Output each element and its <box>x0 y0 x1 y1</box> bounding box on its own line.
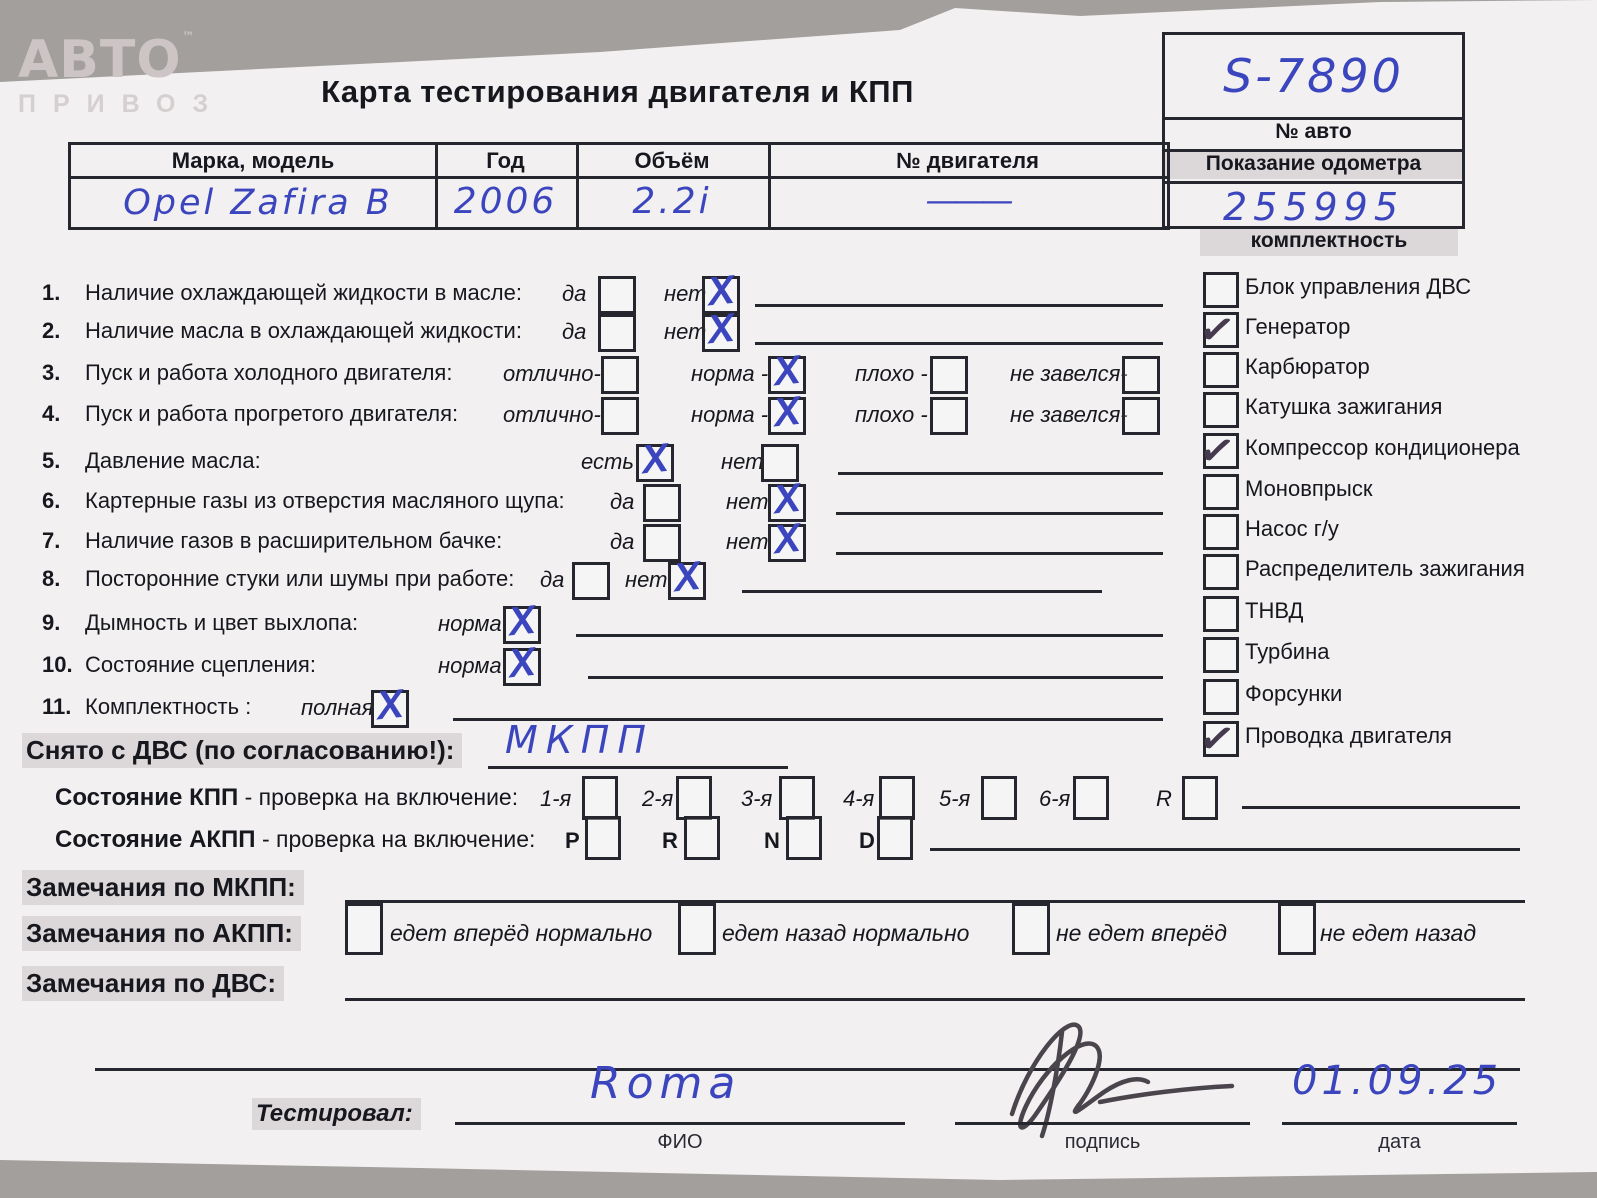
volume-handwritten: 2.2i <box>632 181 712 222</box>
checkbox-bad <box>930 356 968 394</box>
car-code-handwritten: S-7890 <box>1223 49 1404 103</box>
item-label: Наличие охлаждающей жидкости в масле: <box>85 280 522 305</box>
checkbox-carburetor <box>1203 352 1239 388</box>
checkbox-yes <box>643 524 681 562</box>
vehicle-table <box>68 142 1170 230</box>
x-mark: X <box>771 515 803 563</box>
checkbox-engine-wiring <box>1195 712 1239 765</box>
checkbox-absent <box>761 444 799 482</box>
option-label: норма <box>438 653 502 678</box>
option-label: не завелся- <box>1010 402 1128 427</box>
checkbox-drives-backward <box>678 903 716 955</box>
checkbox-no <box>702 267 740 315</box>
trademark-icon: ™ <box>181 30 196 45</box>
option-label: нет <box>726 529 769 554</box>
logo-word-avto: АВТО™ <box>18 30 196 90</box>
option-label: да <box>540 567 565 592</box>
odometer-label: Показание одометра <box>1165 152 1462 179</box>
checkbox-gear-d <box>877 816 913 860</box>
blank-line <box>836 552 1163 555</box>
completeness-header: комплектность <box>1200 229 1458 256</box>
checkbox-bad <box>930 397 968 435</box>
car-no-label: № авто <box>1275 120 1352 143</box>
item-label: Наличие газов в расширительном бачке: <box>85 528 503 553</box>
divider <box>1165 181 1462 184</box>
item-number: 1. <box>42 280 61 305</box>
blank-line <box>588 676 1163 679</box>
checkbox-ecu <box>1203 272 1239 308</box>
blank-line <box>488 766 788 769</box>
year-handwritten: 2006 <box>453 181 558 222</box>
checkbox-excellent <box>601 397 639 435</box>
engine-no-dash-handwritten: ——— <box>925 181 1010 219</box>
tested-by-label: Тестировал: <box>252 1098 421 1130</box>
removed-value-handwritten: МКПП <box>505 718 654 762</box>
checkbox-generator <box>1195 303 1239 356</box>
checkbox-no-forward <box>1012 903 1050 955</box>
item-number: 8. <box>42 566 61 591</box>
x-mark <box>879 769 917 773</box>
checkbox-gear-5 <box>981 776 1017 820</box>
option-label: нет <box>726 489 769 514</box>
date-line <box>1282 1122 1517 1125</box>
x-mark <box>779 769 817 773</box>
item-number: 2. <box>42 318 61 343</box>
akpp-option-label: не едет назад <box>1320 920 1477 946</box>
option-label: плохо - <box>855 361 928 386</box>
completeness-item-label: Турбина <box>1245 639 1330 664</box>
completeness-item-label: Моновпрыск <box>1245 476 1373 501</box>
gear-label: D <box>859 828 875 853</box>
gear-label: R <box>662 828 678 853</box>
option-label: норма - <box>691 402 769 427</box>
checkbox-yes <box>598 276 636 314</box>
item-label: Посторонние стуки или шумы при работе: <box>85 566 515 591</box>
remarks-akpp-label: Замечания по АКПП: <box>22 916 301 951</box>
item-number: 3. <box>42 360 61 385</box>
x-mark <box>582 769 620 773</box>
check-mark: ✓ <box>1195 712 1239 765</box>
col-header-year: Год <box>486 148 525 173</box>
checkbox-tnvd <box>1203 596 1239 632</box>
check-mark: ✓ <box>1195 303 1239 356</box>
blank-line <box>1242 806 1520 809</box>
x-mark <box>1073 769 1111 773</box>
gear-label: 1-я <box>540 786 572 811</box>
checkbox-excellent <box>601 356 639 394</box>
item-label: Наличие масла в охлаждающей жидкости: <box>85 318 522 343</box>
akpp-state-label: Состояние АКПП - проверка на включение: <box>55 826 536 853</box>
gear-label: R <box>1156 786 1172 811</box>
signature-caption: подпись <box>1064 1131 1141 1153</box>
blank-line <box>345 998 1525 1001</box>
gear-label: N <box>764 828 780 853</box>
check-mark <box>1198 266 1235 273</box>
tester-name-handwritten: Roma <box>590 1058 742 1109</box>
item-label: Комплектность : <box>85 694 252 719</box>
item-label: Давление масла: <box>85 448 261 473</box>
gear-label: 4-я <box>843 786 875 811</box>
completeness-item-label: Компрессор кондиционера <box>1245 435 1520 460</box>
name-line <box>455 1122 905 1125</box>
option-label: не завелся- <box>1010 361 1128 386</box>
gear-label: 5-я <box>939 786 971 811</box>
removed-from-engine-label: Снято с ДВС (по согласованию!): <box>22 733 462 768</box>
checkbox-no-start <box>1122 356 1160 394</box>
x-mark: X <box>506 639 538 687</box>
option-label: да <box>610 489 635 514</box>
checkbox-no <box>668 553 706 601</box>
checkbox-yes <box>643 484 681 522</box>
option-label: да <box>562 281 587 306</box>
col-header-engine-no: № двигателя <box>896 148 1039 173</box>
date-caption: дата <box>1378 1131 1421 1153</box>
akpp-option-label: не едет вперёд <box>1056 920 1227 946</box>
checkbox-no-backward <box>1278 903 1316 955</box>
completeness-item-label: Генератор <box>1245 314 1351 339</box>
check-mark: ✓ <box>1195 424 1239 477</box>
option-label: да <box>562 319 587 344</box>
checkbox-ac-compressor <box>1195 424 1239 477</box>
option-label: нет <box>721 449 764 474</box>
checkbox-distributor <box>1203 554 1239 590</box>
item-number: 6. <box>42 488 61 513</box>
page-title: Карта тестирования двигателя и КПП <box>321 74 914 109</box>
x-mark: X <box>374 681 406 729</box>
item-number: 5. <box>42 448 61 473</box>
logo-word-privoz: ПРИВОЗ <box>18 90 226 118</box>
x-mark <box>981 769 1019 773</box>
item-label: Состояние сцепления: <box>85 652 316 677</box>
x-mark: X <box>671 553 703 601</box>
gear-label: 2-я <box>642 786 674 811</box>
item-label: Картерные газы из отверстия масляного щупа: <box>85 488 565 513</box>
checkbox-gear-r <box>1182 776 1218 820</box>
completeness-item-label: Карбюратор <box>1245 354 1370 379</box>
option-label: нет <box>625 567 668 592</box>
x-mark: X <box>771 347 803 395</box>
blank-line <box>930 848 1520 851</box>
gear-label: 3-я <box>741 786 773 811</box>
checkbox-normal <box>768 388 806 436</box>
item-number: 11. <box>42 694 72 719</box>
x-mark <box>1122 349 1160 353</box>
checkbox-yes <box>598 314 636 352</box>
checkbox-present <box>636 435 674 483</box>
akpp-option-label: едет вперёд нормально <box>390 920 653 946</box>
item-label: Дымность и цвет выхлопа: <box>85 610 359 635</box>
checkbox-no <box>768 475 806 523</box>
completeness-item-label: ТНВД <box>1245 598 1304 623</box>
checkbox-gear-4 <box>879 776 915 820</box>
checkbox-normal <box>503 639 541 687</box>
completeness-item-label: Распределитель зажигания <box>1245 556 1525 581</box>
checkbox-full <box>371 681 409 729</box>
item-label: Пуск и работа прогретого двигателя: <box>85 401 459 426</box>
x-mark: X <box>639 435 671 483</box>
name-caption: ФИО <box>657 1131 703 1153</box>
date-handwritten: 01.09.25 <box>1292 1058 1503 1104</box>
item-label: Пуск и работа холодного двигателя: <box>85 360 453 385</box>
option-label: полная <box>301 695 374 720</box>
option-label: есть <box>581 449 634 474</box>
x-mark <box>930 349 968 353</box>
x-mark <box>572 555 610 559</box>
checkbox-no <box>768 515 806 563</box>
checkbox-gear-r2 <box>684 816 720 860</box>
signature-scribble <box>970 1010 1260 1140</box>
checkbox-ps-pump <box>1203 514 1239 550</box>
checkbox-gear-1 <box>582 776 618 820</box>
col-header-volume: Объём <box>634 148 710 173</box>
x-mark <box>598 269 636 273</box>
option-label: отлично- <box>503 361 601 386</box>
blank-line <box>576 634 1163 637</box>
gear-label: P <box>565 828 580 853</box>
check-mark <box>1198 673 1235 680</box>
blank-line <box>838 472 1163 475</box>
checkbox-gear-n <box>786 816 822 860</box>
item-number: 7. <box>42 528 61 553</box>
option-label: отлично- <box>503 402 601 427</box>
blank-line <box>836 512 1163 515</box>
option-label: норма - <box>691 361 769 386</box>
checkbox-gear-p <box>585 816 621 860</box>
checkbox-injectors <box>1203 679 1239 715</box>
gear-label: 6-я <box>1039 786 1071 811</box>
kpp-state-label: Состояние КПП - проверка на включение: <box>55 784 519 811</box>
checkbox-no-start <box>1122 397 1160 435</box>
blank-line <box>755 304 1163 307</box>
checkbox-yes <box>572 562 610 600</box>
x-mark: X <box>771 388 803 436</box>
checkbox-normal <box>768 347 806 395</box>
checkbox-ignition-coil <box>1203 392 1239 428</box>
completeness-item-label: Катушка зажигания <box>1245 394 1443 419</box>
make-model-handwritten: Opel Zafira B <box>123 183 393 223</box>
remarks-mkpp-label: Замечания по МКПП: <box>22 870 304 905</box>
option-label: да <box>610 529 635 554</box>
completeness-item-label: Проводка двигателя <box>1245 723 1452 748</box>
blank-line <box>755 342 1163 345</box>
option-label: норма <box>438 611 502 636</box>
remarks-dvs-label: Замечания по ДВС: <box>22 966 284 1001</box>
akpp-option-label: едет назад нормально <box>722 920 970 946</box>
x-mark: X <box>705 305 737 353</box>
option-label: нет <box>664 281 707 306</box>
col-header-make-model: Марка, модель <box>171 148 335 173</box>
x-mark <box>761 437 799 441</box>
odometer-value-handwritten: 255995 <box>1222 185 1405 229</box>
completeness-item-label: Насос г/у <box>1245 516 1339 541</box>
checkbox-mono-injection <box>1203 474 1239 510</box>
checkbox-no <box>702 305 740 353</box>
x-mark <box>676 769 714 773</box>
option-label: плохо - <box>855 402 928 427</box>
checkbox-gear-3 <box>779 776 815 820</box>
completeness-item-label: Форсунки <box>1245 681 1343 706</box>
item-number: 10. <box>42 652 73 677</box>
x-mark: X <box>705 267 737 315</box>
blank-line <box>742 590 1102 593</box>
x-mark <box>1182 769 1220 773</box>
x-mark: X <box>506 597 538 645</box>
checkbox-gear-2 <box>676 776 712 820</box>
x-mark: X <box>771 475 803 523</box>
checkbox-turbine <box>1203 637 1239 673</box>
divider <box>71 176 1167 179</box>
completeness-item-label: Блок управления ДВС <box>1245 274 1472 299</box>
checkbox-normal <box>503 597 541 645</box>
item-number: 9. <box>42 610 61 635</box>
signature-line <box>955 1122 1250 1125</box>
option-label: нет <box>664 319 707 344</box>
checkbox-gear-6 <box>1073 776 1109 820</box>
blank-line <box>345 900 1525 903</box>
car-number-box <box>1162 32 1465 229</box>
check-mark <box>1198 590 1235 597</box>
checkbox-drives-forward <box>345 903 383 955</box>
item-number: 4. <box>42 401 61 426</box>
